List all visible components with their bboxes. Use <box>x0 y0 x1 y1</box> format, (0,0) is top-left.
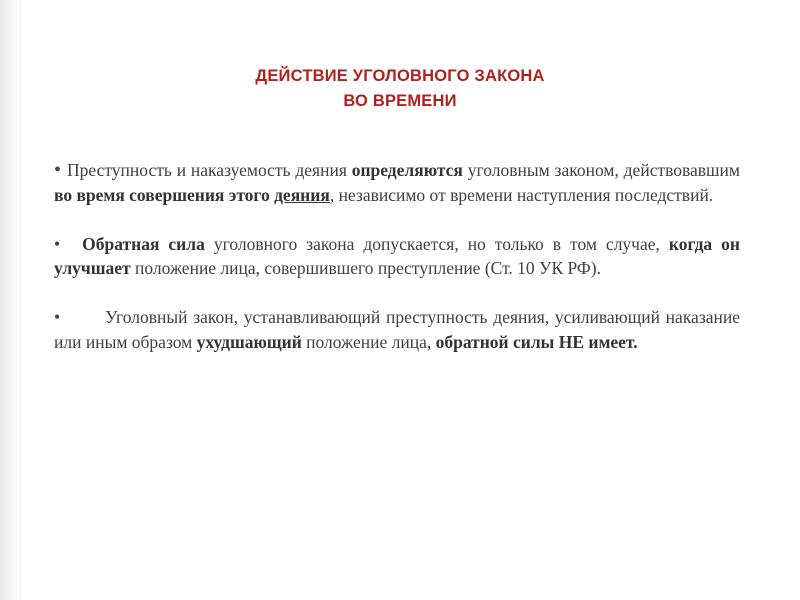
slide-title <box>80 64 720 114</box>
paragraph-1-bold-b: во время совершения этого <box>54 184 275 205</box>
paragraph-2-text-a: уголовного закона допускается, но только в том случае, <box>204 233 669 254</box>
paragraph-2-text-b: положение лица, совершившего преступление (Ст. 10 УК РФ). <box>130 258 601 278</box>
paragraph-2 <box>54 232 740 281</box>
paragraph-1-text-b: уголовным законом, действовавшим <box>462 160 740 180</box>
paragraph-1-bold-underlined: деяния <box>274 184 330 205</box>
slide-body <box>54 158 740 354</box>
paragraph-3 <box>54 305 740 354</box>
paragraph-3-bold-a: ухудшающий <box>196 331 302 352</box>
paragraph-2-bold-b: когда он улучшает <box>54 233 740 278</box>
slide-title-line-2: ВО ВРЕМЕНИ <box>343 92 457 110</box>
paragraph-1-text-a: Преступность и наказуемость деяния <box>67 160 352 180</box>
bullet-icon: • <box>54 233 61 254</box>
paragraph-3-text-a: Уголовный закон, устанавливающий преступность деяния, усиливающий наказание или иным образом <box>54 307 740 352</box>
paragraph-1 <box>54 158 740 207</box>
paragraph-3-bold-b: обратной силы НЕ имеет. <box>435 331 638 352</box>
bullet-icon: • <box>54 307 61 327</box>
paragraph-1-text-c: , независимо от времени наступления последствий. <box>329 184 714 205</box>
paragraph-1-bold-a: определяются <box>351 160 463 180</box>
paragraph-2-bold-a: Обратная сила <box>82 233 205 254</box>
paragraph-3-text-b: положение лица, <box>301 331 436 352</box>
bullet-icon: • <box>54 159 62 181</box>
slide-title-line-1: ДЕЙСТВИЕ УГОЛОВНОГО ЗАКОНА <box>255 67 545 85</box>
slide-left-edge-shadow <box>0 0 21 600</box>
